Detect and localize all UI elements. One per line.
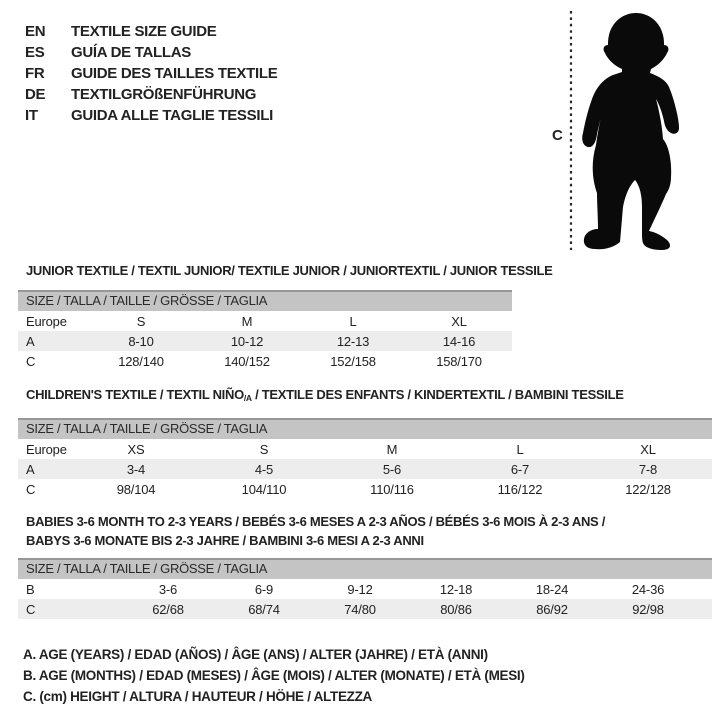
value-cell: 4-5 (254, 461, 274, 477)
language-row-es (25, 42, 277, 63)
value-cell: 3-4 (126, 461, 146, 477)
value-cell: 122/128 (625, 481, 671, 497)
footnote-age-years: A. AGE (YEARS) / EDAD (AÑOS) / ÂGE (ANS) / ALTER (JAHRE) / ETÀ (ANNI) (23, 647, 488, 662)
row-label-cell: C (26, 601, 36, 617)
value-cell: 110/116 (370, 481, 414, 497)
value-cell: 6-7 (510, 461, 530, 477)
language-title: GUIDA ALLE TAGLIE TESSILI (71, 107, 273, 124)
value-cell: 158/170 (436, 353, 482, 369)
value-cell: 98/104 (116, 481, 156, 497)
value-cell: 128/140 (118, 353, 164, 369)
language-code: ES (25, 44, 45, 61)
row-label-cell: Europe (26, 313, 67, 329)
table-row-age-years (18, 459, 712, 479)
children-title-subscript: /A (243, 393, 252, 403)
row-label-cell: Europe (26, 441, 67, 457)
language-title: TEXTILGRÖßENFÜHRUNG (71, 86, 257, 103)
language-code: DE (25, 86, 46, 103)
value-cell: 6-9 (254, 581, 274, 597)
junior-size-table (18, 311, 512, 371)
babies-title-line2: BABYS 3-6 MONATE BIS 2-3 JAHRE / BAMBINI 3-6 MESI A 2-3 ANNI (26, 533, 424, 548)
children-size-table (18, 439, 712, 499)
table-row-age-months (18, 579, 712, 599)
language-title-block (25, 21, 277, 126)
language-row-it (25, 105, 277, 126)
babies-table (18, 558, 712, 619)
language-title: TEXTILE SIZE GUIDE (71, 23, 217, 40)
size-header-bar: SIZE / TALLA / TAILLE / GRÖSSE / TAGLIA (18, 290, 512, 311)
row-label-cell: A (26, 461, 35, 477)
language-title: GUIDE DES TAILLES TEXTILE (71, 65, 278, 82)
value-cell: 24-36 (631, 581, 665, 597)
table-row-height (18, 351, 512, 371)
table-row-height (18, 479, 712, 499)
value-cell: 74/80 (344, 601, 376, 617)
value-cell: 10-12 (230, 333, 264, 349)
value-cell: 62/68 (152, 601, 184, 617)
value-cell: 14-16 (442, 333, 476, 349)
figure-area (540, 0, 720, 260)
footnote-height: C. (cm) HEIGHT / ALTURA / HAUTEUR / HÖHE / ALTEZZA (23, 689, 372, 704)
children-title-part2: / TEXTILE DES ENFANTS / KINDERTEXTIL / BAMBINI TESSILE (251, 387, 624, 402)
row-label-cell: C (26, 481, 36, 497)
junior-table (18, 290, 512, 371)
value-cell: XL (640, 441, 656, 457)
value-cell: L (349, 313, 357, 329)
value-cell: 116/122 (497, 481, 543, 497)
junior-table-title: JUNIOR TEXTILE / TEXTIL JUNIOR/ TEXTILE JUNIOR / JUNIORTEXTIL / JUNIOR TESSILE (26, 263, 553, 278)
height-label: C (552, 127, 563, 144)
size-header-bar: SIZE / TALLA / TAILLE / GRÖSSE / TAGLIA (18, 558, 712, 579)
value-cell: 86/92 (536, 601, 568, 617)
children-table (18, 418, 712, 499)
value-cell: 92/98 (632, 601, 664, 617)
child-silhouette-svg (540, 0, 720, 260)
value-cell: 5-6 (382, 461, 402, 477)
language-row-de (25, 84, 277, 105)
value-cell: 8-10 (128, 333, 154, 349)
babies-size-table (18, 579, 712, 619)
spacer-cell (696, 579, 712, 599)
value-cell: XL (451, 313, 467, 329)
value-cell: 152/158 (330, 353, 376, 369)
value-cell: M (386, 441, 398, 457)
value-cell: 12-13 (336, 333, 370, 349)
value-cell: 7-8 (638, 461, 658, 477)
row-label-cell: C (26, 353, 36, 369)
row-label-cell: A (26, 333, 35, 349)
footnote-age-months: B. AGE (MONTHS) / EDAD (MESES) / ÂGE (MOIS) / ALTER (MONATE) / ETÀ (MESI) (23, 668, 525, 683)
language-title: GUÍA DE TALLAS (71, 44, 191, 61)
value-cell: 18-24 (535, 581, 569, 597)
table-row-europe (18, 311, 512, 331)
table-row-height (18, 599, 712, 619)
value-cell: S (136, 313, 146, 329)
table-row-age-years (18, 331, 512, 351)
language-row-en (25, 21, 277, 42)
value-cell: 68/74 (248, 601, 280, 617)
value-cell: M (241, 313, 253, 329)
table-row-europe (18, 439, 712, 459)
value-cell: 140/152 (224, 353, 270, 369)
value-cell: S (259, 441, 269, 457)
value-cell: 3-6 (158, 581, 178, 597)
value-cell: 104/110 (241, 481, 287, 497)
value-cell: 9-12 (347, 581, 373, 597)
child-silhouette (582, 13, 679, 250)
children-title-part1: CHILDREN'S TEXTILE / TEXTIL NIÑO (26, 387, 244, 402)
size-header-bar: SIZE / TALLA / TAILLE / GRÖSSE / TAGLIA (18, 418, 712, 439)
language-row-fr (25, 63, 277, 84)
value-cell: L (516, 441, 524, 457)
babies-table-title (26, 512, 605, 550)
value-cell: XS (127, 441, 145, 457)
footnotes-block (23, 644, 525, 707)
language-code: IT (25, 107, 38, 124)
value-cell: 12-18 (439, 581, 473, 597)
children-table-title (26, 387, 624, 403)
babies-title-line1: BABIES 3-6 MONTH TO 2-3 YEARS / BEBÉS 3-6 MESES A 2-3 AÑOS / BÉBÉS 3-6 MOIS À 2-3 ANS / (26, 514, 606, 529)
language-code: FR (25, 65, 45, 82)
row-label-cell: B (26, 581, 35, 597)
spacer-cell (696, 599, 712, 619)
value-cell: 80/86 (440, 601, 472, 617)
language-code: EN (25, 23, 46, 40)
